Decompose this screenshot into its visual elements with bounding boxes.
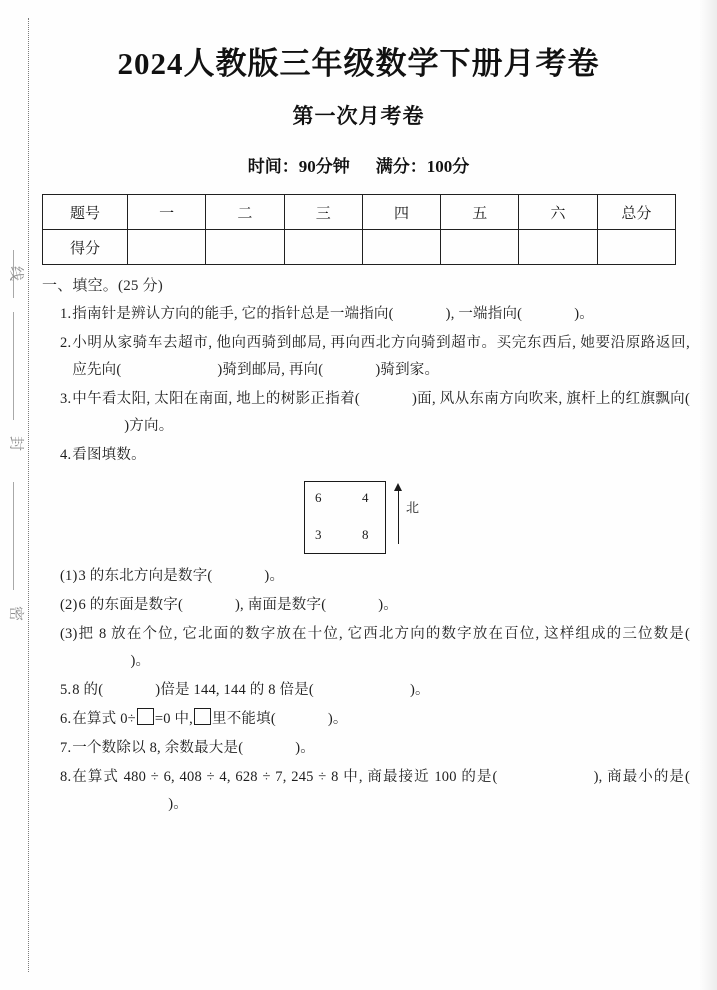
north-arrow-shaft: [398, 489, 399, 544]
score-table: [42, 194, 676, 265]
question-3-number: 3.: [60, 391, 72, 407]
question-1-part-a: 指南针是辨认方向的能手, 它的指针总是一端指向(: [72, 306, 394, 322]
question-4-sub-1-part-b: )。: [264, 568, 285, 584]
question-7-part-a: 一个数除以 8, 余数最大是(: [72, 740, 244, 756]
score-table-col-3: 三: [284, 195, 362, 230]
question-4: [42, 442, 690, 469]
figure-number-bottom-right: 8: [362, 527, 369, 542]
question-5-text: [72, 677, 690, 704]
question-4-text: 看图填数。: [72, 447, 146, 463]
seal-char-3: 密: [7, 605, 24, 621]
question-7-text: [72, 735, 690, 762]
figure-number-bottom-left: 3: [315, 527, 322, 542]
question-4-sub-2-number: (2): [60, 597, 78, 613]
score-cell-3[interactable]: [284, 230, 362, 265]
question-8-number: 8.: [60, 769, 72, 785]
question-2: [42, 330, 690, 384]
question-3-text: [72, 386, 690, 440]
question-5-part-b: )倍是 144, 144 的 8 倍是(: [155, 682, 314, 698]
question-6-answer-box-2[interactable]: [194, 708, 211, 725]
number-grid-box: [304, 481, 386, 554]
question-6-number: 6.: [60, 711, 72, 727]
section-heading-fill-blank: 一、填空。(25 分): [42, 278, 163, 294]
question-7: [42, 735, 690, 762]
score-cell-total[interactable]: [597, 230, 675, 265]
question-8-part-c: )。: [168, 796, 189, 812]
score-table-col-1: 一: [128, 195, 206, 230]
question-4-sub-1-part-a: 3 的东北方向是数字(: [78, 568, 213, 584]
question-4-sub-1-number: (1): [60, 568, 78, 584]
page-title: 2024人教版三年级数学下册月考卷: [117, 46, 600, 81]
north-arrow-label: 北: [406, 500, 420, 515]
question-5-part-a: 8 的(: [72, 682, 104, 698]
question-8-part-b: ), 商最小的是(: [593, 769, 690, 785]
score-table-col-4: 四: [362, 195, 440, 230]
question-7-part-b: )。: [295, 740, 315, 756]
question-8: [42, 764, 690, 818]
question-1: [42, 301, 690, 328]
figure-number-top-left: 6: [315, 490, 322, 505]
question-3: [42, 386, 690, 440]
score-table-row-label-2: 得分: [43, 230, 128, 265]
question-6-answer-box-1[interactable]: [137, 708, 154, 725]
figure-number-top-right: 4: [362, 490, 369, 505]
question-1-part-b: ), 一端指向(: [445, 306, 523, 322]
question-4-sub-3-text: [79, 621, 690, 675]
question-4-sub-2: [42, 592, 690, 619]
question-4-sub-1-text: [79, 563, 690, 590]
question-4-sub-2-text: [79, 592, 690, 619]
question-4-sub-1: [42, 563, 690, 590]
question-2-text: [72, 330, 690, 384]
seal-line-marks: [2, 250, 28, 680]
question-7-number: 7.: [60, 740, 72, 756]
question-2-number: 2.: [60, 335, 72, 351]
question-4-sub-3-part-a: 把 8 放在个位, 它北面的数字放在十位, 它西北方向的数字放在百位, 这样组成的三位数是(: [78, 626, 690, 642]
question-1-text: [72, 301, 690, 328]
question-6-part-d: )。: [327, 711, 348, 727]
question-5-part-c: )。: [409, 682, 430, 698]
question-2-part-c: )骑到家。: [375, 362, 440, 378]
question-6-part-a: 在算式 0÷: [72, 711, 136, 727]
question-3-part-a: 中午看太阳, 太阳在南面, 地上的树影正指着(: [72, 391, 360, 407]
seal-char-1: 线: [7, 265, 24, 281]
north-arrow-icon: [394, 485, 430, 547]
score-table-row-label-1: 题号: [43, 195, 128, 230]
exam-duration: 时间：90分钟: [247, 157, 350, 176]
exam-body: [42, 274, 690, 820]
question-5-number: 5.: [60, 682, 72, 698]
question-2-part-a: 小明从家骑车去超市, 他向西骑到邮局, 再向西北方向骑到超市。买完东西后, 她要沿原路返回, 应先向(: [72, 335, 690, 378]
score-table-col-5: 五: [441, 195, 519, 230]
score-table-col-total: 总分: [597, 195, 675, 230]
question-1-part-c: )。: [574, 306, 594, 322]
question-4-sub-2-part-c: )。: [378, 597, 398, 613]
question-4-number: 4.: [60, 447, 72, 463]
question-5: [42, 677, 690, 704]
question-4-sub-3-part-b: )。: [130, 653, 151, 669]
direction-figure: [42, 471, 690, 563]
score-table-col-6: 六: [519, 195, 597, 230]
question-6-text: [72, 706, 690, 733]
score-cell-6[interactable]: [519, 230, 597, 265]
question-2-part-b: )骑到邮局, 再向(: [217, 362, 324, 378]
seal-rule-2: [13, 312, 14, 420]
table-row-header: [43, 195, 676, 230]
question-4-sub-3-number: (3): [60, 626, 78, 642]
score-cell-5[interactable]: [441, 230, 519, 265]
question-6-part-c: 里不能填(: [212, 711, 276, 727]
question-4-sub-3: [42, 621, 690, 675]
question-6: [42, 706, 690, 733]
page-subtitle: 第一次月考卷: [292, 104, 425, 128]
score-cell-2[interactable]: [206, 230, 284, 265]
table-row-scores: [43, 230, 676, 265]
question-8-part-a: 在算式 480 ÷ 6, 408 ÷ 4, 628 ÷ 7, 245 ÷ 8 中, 商最接近 100 的是(: [72, 769, 498, 785]
score-table-col-2: 二: [206, 195, 284, 230]
question-3-part-c: )方向。: [124, 418, 174, 434]
exam-total-score: 满分：100分: [375, 157, 470, 176]
question-8-text: [72, 764, 690, 818]
question-4-sub-2-part-a: 6 的东面是数字(: [78, 597, 184, 613]
question-6-part-b: =0 中,: [154, 711, 194, 727]
score-cell-1[interactable]: [128, 230, 206, 265]
exam-meta: [0, 152, 717, 177]
question-3-part-b: )面, 风从东南方向吹来, 旗杆上的红旗飘向(: [411, 391, 690, 407]
seal-char-2: 封: [7, 435, 24, 451]
seal-rule-3: [13, 482, 14, 590]
question-1-number: 1.: [60, 306, 72, 322]
score-cell-4[interactable]: [362, 230, 440, 265]
question-4-sub-2-part-b: ), 南面是数字(: [235, 597, 327, 613]
